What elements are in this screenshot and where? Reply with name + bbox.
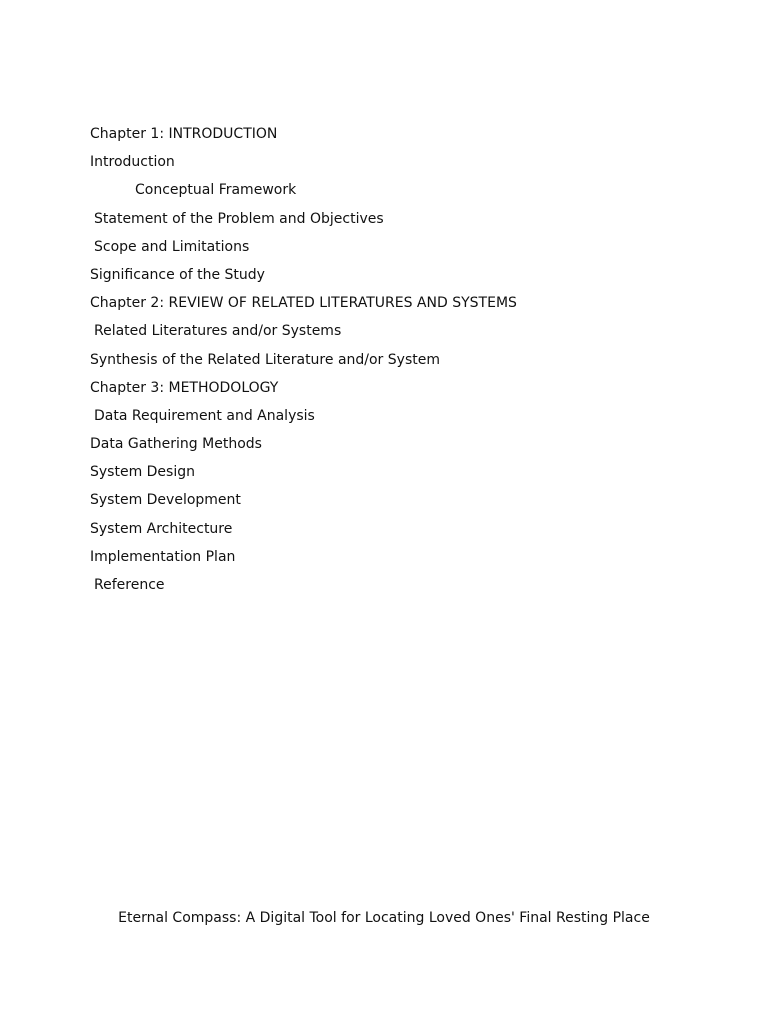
toc-chapter-1: Chapter 1: INTRODUCTION: [90, 126, 278, 142]
toc-data-requirement: Data Requirement and Analysis: [94, 407, 315, 424]
toc-system-architecture: System Architecture: [90, 520, 233, 537]
document-footer-title: Eternal Compass: A Digital Tool for Locating Loved Ones' Final Resting Place: [118, 910, 650, 926]
toc-scope-limitations: Scope and Limitations: [94, 238, 250, 255]
toc-significance: Significance of the Study: [90, 266, 265, 283]
toc-data-gathering: Data Gathering Methods: [90, 436, 262, 453]
table-of-contents: [90, 120, 690, 599]
toc-chapter-3: Chapter 3: METHODOLOGY: [90, 379, 279, 396]
toc-introduction: Introduction: [90, 154, 175, 171]
toc-chapter-2: Chapter 2: REVIEW OF RELATED LITERATURES AND SYSTEMS: [90, 295, 517, 312]
toc-conceptual-framework: Conceptual Framework: [135, 182, 297, 199]
toc-system-development: System Development: [90, 492, 241, 509]
toc-reference: Reference: [94, 577, 165, 593]
toc-related-literatures: Related Literatures and/or Systems: [94, 323, 342, 340]
toc-system-design: System Design: [90, 464, 195, 481]
toc-implementation-plan: Implementation Plan: [90, 548, 236, 565]
toc-synthesis: Synthesis of the Related Literature and/or System: [90, 351, 440, 368]
toc-statement-of-problem: Statement of the Problem and Objectives: [94, 210, 384, 227]
